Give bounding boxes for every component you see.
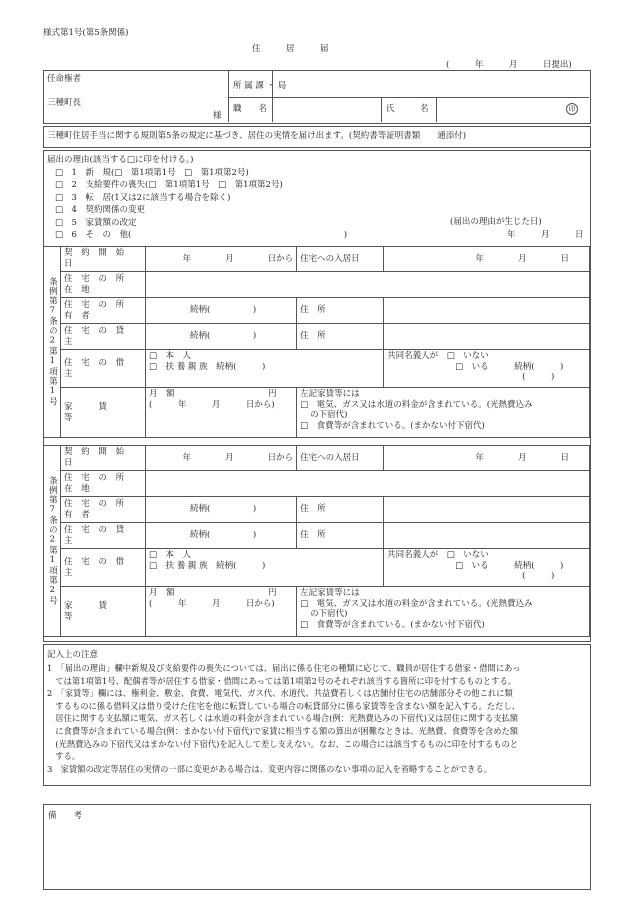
contract-start-label: 契 約 開 始 日	[61, 446, 146, 471]
remarks-box[interactable]	[43, 804, 591, 890]
rent-label: 家 賃 等	[61, 587, 146, 637]
reason-other[interactable]: □ 6 そ の 他( )	[55, 230, 348, 241]
section-2-side: 条例第7条の2第1項第2号	[44, 446, 61, 637]
move-in-label: 住宅への入居日	[297, 247, 384, 272]
rent-monthly[interactable]: 月 額 円	[149, 588, 277, 598]
co-owner-none[interactable]: □ いない	[446, 550, 489, 560]
notes-heading: 記入上の注意	[47, 650, 99, 660]
owner-label: 住 宅 の 所 有 者	[61, 497, 146, 523]
co-owner-paren: ( )	[522, 372, 555, 383]
form-number: 様式第1号(第5条関係)	[43, 28, 129, 38]
owner-residence-field[interactable]	[384, 497, 590, 523]
rent-monthly[interactable]: 月 額 円	[149, 389, 277, 399]
address-label: 住 宅 の 所 在 地	[61, 272, 146, 298]
rent-note-head: 左記家賃等には	[300, 588, 360, 598]
rent-note-meals[interactable]: □ 食費等が含まれている。(まかない付下宿代)	[300, 619, 485, 630]
seal-mark: 印	[566, 103, 578, 115]
remarks-label: 備 考	[48, 811, 83, 821]
note-line: 3 家賃額の改定等居住の実情の一部に変更がある場合は、変更内容に関係のない事項の記入を省略することができる。	[47, 763, 493, 774]
lender-label: 住 宅 の 貸 主	[61, 324, 146, 350]
reason-move[interactable]: □ 3 転 居(1又は2に該当する場合を除く)	[55, 192, 231, 203]
note-line: 1 「届出の理由」欄中新規及び支給要件の喪失については、届出に係る住宅の種類に応じて、職員が居住する借家・借間にあっ	[47, 663, 521, 673]
note-line: するものに係る借料又は借り受けた住宅を他に転貸している場合の転貸部分に係る家賃等を含まない額を記入する。ただし、	[47, 700, 520, 711]
co-owner-exists[interactable]: □ いる 続柄( )	[455, 361, 564, 372]
move-in-date[interactable]: 年 月 日	[384, 446, 590, 471]
rent-from[interactable]: ( 年 月 日から)	[149, 399, 275, 410]
lender-residence-label: 住 所	[297, 324, 384, 350]
note-line: に食費等が含まれている場合(例：まかない付下宿代)で家賃に相当する額の算出が困難なときは、光熱費、食費等を含めた額	[47, 725, 519, 736]
lender-label: 住 宅 の 貸 主	[61, 523, 146, 549]
submit-date: ( 年 月 日提出)	[446, 60, 572, 70]
co-owner-none[interactable]: □ いない	[446, 351, 489, 361]
department-label: 所 属 課 ・ 局	[233, 81, 287, 91]
owner-relation[interactable]: 続柄( )	[146, 497, 297, 523]
move-in-date[interactable]: 年 月 日	[384, 247, 590, 272]
contract-start-date[interactable]: 年 月 日から	[146, 446, 297, 471]
lender-relation[interactable]: 続柄( )	[146, 324, 297, 350]
rent-note-meals[interactable]: □ 食費等が含まれている。(まかない付下宿代)	[300, 420, 485, 431]
owner-label: 住 宅 の 所 有 者	[61, 298, 146, 324]
rent-note-utilities[interactable]: □ 電気、ガス又は水道の料金が含まれている。(光熱費込み	[300, 598, 533, 609]
rent-from[interactable]: ( 年 月 日から)	[149, 598, 275, 609]
section-2-table	[43, 445, 590, 637]
co-owner-label: 共同名義人が	[387, 550, 439, 560]
reasons-heading: 届出の理由(該当する□に印を付ける。)	[47, 155, 194, 165]
lender-residence-field[interactable]	[384, 523, 590, 549]
declaration-text: 三種町住居手当に関する規則第5条の規定に基づき、居住の実情を届け出ます。(契約書等証明書類 通添付)	[47, 131, 467, 141]
lender-residence-label: 住 所	[297, 523, 384, 549]
owner-residence-field[interactable]	[384, 298, 590, 324]
owner-residence-label: 住 所	[297, 298, 384, 324]
borrower-label: 住 宅 の 借 主	[61, 549, 146, 587]
appointer-label: 任命権者	[47, 74, 82, 84]
borrower-label: 住 宅 の 借 主	[61, 350, 146, 388]
job-title-label: 職 名	[233, 104, 268, 114]
co-owner-paren: ( )	[522, 571, 555, 582]
note-line: ては第1項第1号、配偶者等が居住する借家・借間にあっては第1項第2号のそれぞれ該当する箇所に印を付するものとする。	[47, 675, 517, 686]
note-line: (光熱費込みの下宿代又はまかない付下宿代)を記入して差し支えない。なお、この場合には該当するものに印を付するものと	[47, 738, 519, 749]
appointer-name: 三種町長	[47, 98, 82, 108]
address-field[interactable]	[146, 471, 590, 497]
co-owner-label: 共同名義人が	[387, 351, 439, 361]
address-label: 住 宅 の 所 在 地	[61, 471, 146, 497]
note-line: 2 「家賃等」欄には、権利金、敷金、食費、電気代、ガス代、水道代、共益費若しくは店舗付住宅の店舗部分その他これに類	[47, 688, 513, 699]
reason-contract-change[interactable]: □ 4 契約関係の変更	[55, 205, 145, 216]
borrower-self[interactable]: □ 本 人	[149, 351, 192, 361]
section-1-table	[43, 246, 590, 438]
contract-start-date[interactable]: 年 月 日から	[146, 247, 297, 272]
rent-note-utilities-2: の下宿代)	[310, 410, 348, 421]
rent-label: 家 賃 等	[61, 388, 146, 438]
page-title: 住 居 届	[252, 44, 329, 54]
borrower-self[interactable]: □ 本 人	[149, 550, 192, 560]
name-label: 氏 名	[386, 104, 429, 114]
rent-note-utilities-2: の下宿代)	[310, 609, 348, 620]
reason-loss[interactable]: □ 2 支給要件の喪失(□ 第1項第1号 □ 第1項第2号)	[55, 180, 283, 191]
address-field[interactable]	[146, 272, 590, 298]
rent-note-utilities[interactable]: □ 電気、ガス又は水道の料金が含まれている。(光熱費込み	[300, 399, 533, 410]
co-owner-exists[interactable]: □ いる 続柄( )	[455, 560, 564, 571]
borrower-dependent[interactable]: □ 扶 養 親 族 続柄( )	[149, 560, 266, 571]
note-line: 居住に関する支払額に電気、ガス若しくは水道の料金が含まれている場合(例：光熱費込みの下宿代)又は居住に関する支払額	[47, 713, 519, 724]
reason-new[interactable]: □ 1 新 規(□ 第1項第1号 □ 第1項第2号)	[55, 168, 249, 178]
occurred-date: 年 月 日	[507, 230, 584, 240]
rent-note-head: 左記家賃等には	[300, 389, 360, 399]
owner-residence-label: 住 所	[297, 497, 384, 523]
borrower-dependent[interactable]: □ 扶 養 親 族 続柄( )	[149, 361, 266, 372]
contract-start-label: 契 約 開 始 日	[61, 247, 146, 272]
occurred-label: (届出の理由が生じた日)	[450, 217, 542, 227]
move-in-label: 住宅への入居日	[297, 446, 384, 471]
section-1-side: 条例第7条の2第1項第1号	[44, 247, 61, 438]
lender-relation[interactable]: 続柄( )	[146, 523, 297, 549]
honorific: 様	[213, 111, 222, 121]
lender-residence-field[interactable]	[384, 324, 590, 350]
reason-rent-revision[interactable]: □ 5 家賃額の改定	[55, 217, 137, 228]
owner-relation[interactable]: 続柄( )	[146, 298, 297, 324]
note-line: する。	[47, 751, 81, 762]
